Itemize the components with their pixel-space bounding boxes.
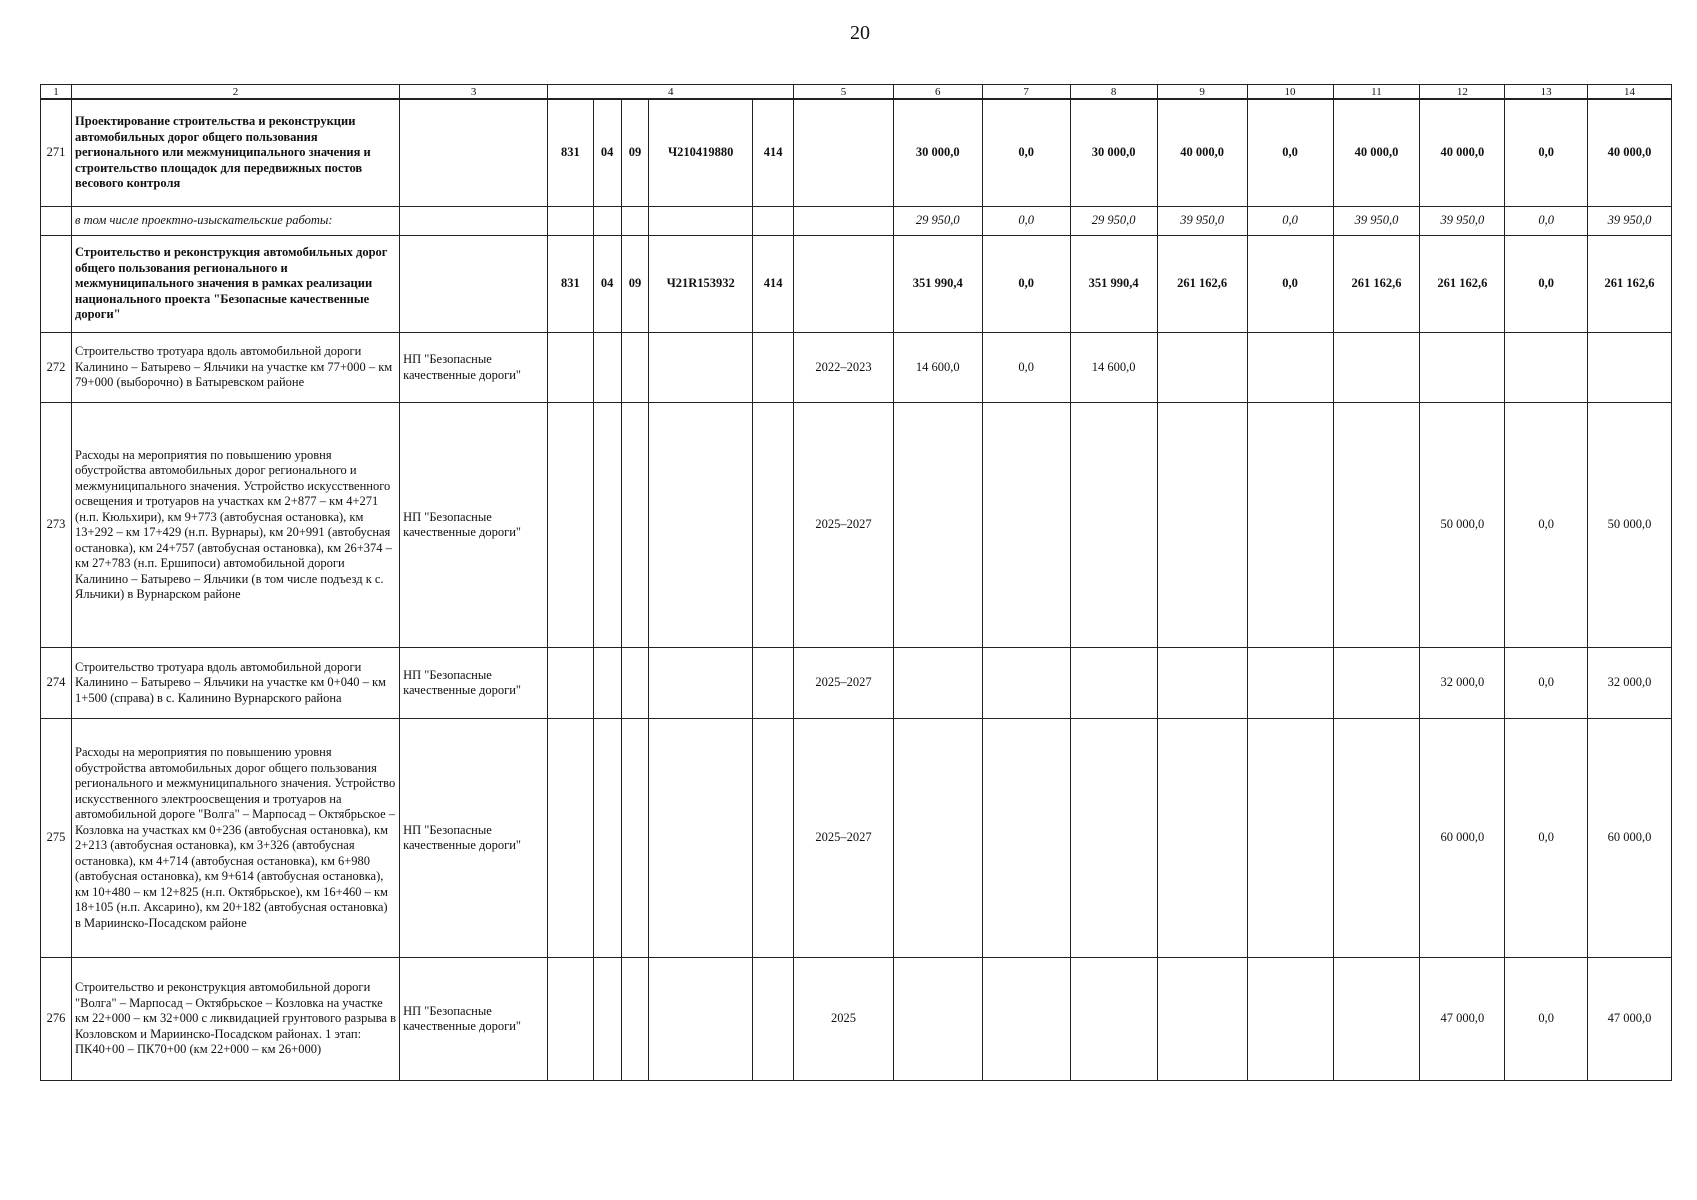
budget-code-cell: [621, 403, 649, 648]
amount-cell: 0,0: [1505, 403, 1588, 648]
amount-cell: [1247, 648, 1333, 719]
header-cell: 10: [1247, 85, 1333, 100]
amount-cell: 0,0: [1247, 99, 1333, 207]
budget-code-cell: [621, 958, 649, 1081]
table-row: [41, 719, 1672, 958]
amount-cell: [1247, 719, 1333, 958]
amount-cell: [1157, 958, 1247, 1081]
amount-cell: 0,0: [982, 236, 1070, 333]
amount-cell: 47 000,0: [1420, 958, 1505, 1081]
amount-cell: 40 000,0: [1333, 99, 1420, 207]
amount-cell: 261 162,6: [1588, 236, 1672, 333]
budget-code-cell: 04: [593, 236, 621, 333]
amount-cell: 351 990,4: [893, 236, 982, 333]
budget-code-cell: [752, 958, 793, 1081]
amount-cell: [1333, 719, 1420, 958]
budget-code-cell: 04: [593, 99, 621, 207]
budget-code-cell: [752, 719, 793, 958]
budget-code-cell: [649, 648, 752, 719]
amount-cell: [1333, 403, 1420, 648]
amount-cell: 39 950,0: [1157, 207, 1247, 236]
budget-code-cell: [752, 207, 793, 236]
amount-cell: [1070, 719, 1157, 958]
amount-cell: 0,0: [1505, 236, 1588, 333]
row-description: Строительство тротуара вдоль автомобильной дороги Калинино – Батырево – Яльчики на участке км 77+000 – км 79+000 (выборочно) в Батыревском районе: [72, 333, 400, 403]
header-cell: 13: [1505, 85, 1588, 100]
amount-cell: 14 600,0: [893, 333, 982, 403]
amount-cell: 60 000,0: [1588, 719, 1672, 958]
row-number: 272: [41, 333, 72, 403]
amount-cell: 39 950,0: [1420, 207, 1505, 236]
row-period: 2025: [794, 958, 893, 1081]
budget-code-cell: 831: [548, 99, 594, 207]
budget-code-cell: [548, 719, 594, 958]
amount-cell: [982, 719, 1070, 958]
amount-cell: [1247, 403, 1333, 648]
amount-cell: 261 162,6: [1333, 236, 1420, 333]
amount-cell: [893, 403, 982, 648]
row-period: 2025–2027: [794, 403, 893, 648]
row-number: 276: [41, 958, 72, 1081]
amount-cell: [1588, 333, 1672, 403]
header-cell: 6: [893, 85, 982, 100]
row-period: [794, 236, 893, 333]
row-program: НП "Безопасные качественные дороги": [400, 648, 548, 719]
amount-cell: 0,0: [982, 99, 1070, 207]
budget-code-cell: [752, 403, 793, 648]
amount-cell: 0,0: [1247, 207, 1333, 236]
budget-code-cell: 09: [621, 236, 649, 333]
row-period: 2025–2027: [794, 719, 893, 958]
amount-cell: 40 000,0: [1588, 99, 1672, 207]
amount-cell: [1333, 648, 1420, 719]
amount-cell: [893, 958, 982, 1081]
amount-cell: 14 600,0: [1070, 333, 1157, 403]
header-cell: 3: [400, 85, 548, 100]
amount-cell: 32 000,0: [1420, 648, 1505, 719]
amount-cell: [893, 648, 982, 719]
amount-cell: [1157, 333, 1247, 403]
amount-cell: 0,0: [1505, 207, 1588, 236]
budget-code-cell: [621, 207, 649, 236]
row-number: [41, 236, 72, 333]
row-period: 2022–2023: [794, 333, 893, 403]
table-row: [41, 207, 1672, 236]
row-period: 2025–2027: [794, 648, 893, 719]
amount-cell: [1070, 403, 1157, 648]
budget-code-cell: [649, 333, 752, 403]
amount-cell: 29 950,0: [893, 207, 982, 236]
amount-cell: 0,0: [1505, 719, 1588, 958]
amount-cell: 47 000,0: [1588, 958, 1672, 1081]
amount-cell: 0,0: [1247, 236, 1333, 333]
amount-cell: [1505, 333, 1588, 403]
amount-cell: 40 000,0: [1157, 99, 1247, 207]
amount-cell: [1333, 958, 1420, 1081]
row-period: [794, 99, 893, 207]
budget-code-cell: 414: [752, 236, 793, 333]
amount-cell: 29 950,0: [1070, 207, 1157, 236]
budget-code-cell: [593, 333, 621, 403]
budget-code-cell: [548, 958, 594, 1081]
table-row: [41, 403, 1672, 648]
header-cell: 5: [794, 85, 893, 100]
row-period: [794, 207, 893, 236]
row-number: 273: [41, 403, 72, 648]
amount-cell: [1157, 648, 1247, 719]
amount-cell: 40 000,0: [1420, 99, 1505, 207]
amount-cell: 0,0: [1505, 958, 1588, 1081]
budget-code-cell: [548, 207, 594, 236]
amount-cell: 261 162,6: [1157, 236, 1247, 333]
row-number: 275: [41, 719, 72, 958]
row-program: НП "Безопасные качественные дороги": [400, 403, 548, 648]
amount-cell: [1070, 958, 1157, 1081]
header-cell: 1: [41, 85, 72, 100]
header-cell: 14: [1588, 85, 1672, 100]
row-description: Проектирование строительства и реконструкции автомобильных дорог общего пользования регионального или межмуниципального значения и строительство площадок для передвижных постов весового контроля: [72, 99, 400, 207]
amount-cell: [982, 648, 1070, 719]
amount-cell: [1070, 648, 1157, 719]
amount-cell: 32 000,0: [1588, 648, 1672, 719]
budget-code-cell: [593, 648, 621, 719]
amount-cell: 60 000,0: [1420, 719, 1505, 958]
header-cell: 4: [548, 85, 794, 100]
header-cell: 2: [72, 85, 400, 100]
row-description: в том числе проектно-изыскательские работы:: [72, 207, 400, 236]
table-row: [41, 99, 1672, 207]
row-program: [400, 207, 548, 236]
row-number: 271: [41, 99, 72, 207]
amount-cell: [1157, 403, 1247, 648]
budget-code-cell: [593, 207, 621, 236]
amount-cell: 39 950,0: [1333, 207, 1420, 236]
budget-code-cell: [649, 403, 752, 648]
amount-cell: 30 000,0: [893, 99, 982, 207]
row-program: НП "Безопасные качественные дороги": [400, 958, 548, 1081]
amount-cell: 50 000,0: [1420, 403, 1505, 648]
budget-code-cell: [752, 333, 793, 403]
row-number: [41, 207, 72, 236]
budget-code-cell: [621, 719, 649, 958]
header-row: [41, 85, 1672, 100]
amount-cell: [1420, 333, 1505, 403]
row-description: Строительство и реконструкция автомобильных дорог общего пользования регионального и межмуниципального значения в рамках реализации национального проекта "Безопасные качественные дороги": [72, 236, 400, 333]
amount-cell: [893, 719, 982, 958]
header-cell: 7: [982, 85, 1070, 100]
budget-code-cell: Ч210419880: [649, 99, 752, 207]
amount-cell: 0,0: [982, 207, 1070, 236]
budget-code-cell: [548, 648, 594, 719]
amount-cell: 0,0: [982, 333, 1070, 403]
amount-cell: 30 000,0: [1070, 99, 1157, 207]
budget-table: [40, 84, 1672, 1081]
row-program: НП "Безопасные качественные дороги": [400, 719, 548, 958]
row-description: Расходы на мероприятия по повышению уровня обустройства автомобильных дорог регионального и межмуниципального значения. Устройство искусственного освещения и тротуаров на участках км 2+877 – км 4+271 (н.п. Кюльхири), км 9+773 (автобусная остановка), км 13+292 – км 17+429 (н.п. Вурнары), км 20+991 (автобусная остановка), км 24+757 (автобусная остановка), км 26+374 – км 27+783 (н.п. Ершипоси) автомобильной дороги Калинино – Батырево – Яльчики (в том числе подъезд к с. Яльчики) в Вурнарском районе: [72, 403, 400, 648]
amount-cell: 50 000,0: [1588, 403, 1672, 648]
row-program: [400, 236, 548, 333]
budget-code-cell: [649, 719, 752, 958]
header-cell: 8: [1070, 85, 1157, 100]
budget-code-cell: 09: [621, 99, 649, 207]
row-description: Расходы на мероприятия по повышению уровня обустройства автомобильных дорог общего пользования регионального и межмуниципального значения. Устройство искусственного электроосвещения и тротуаров на автомобильной дороге "Волга" – Марпосад – Октябрьское – Козловка на участках км 0+236 (автобусная остановка), км 2+213 (автобусная остановка), км 3+326 (автобусная остановка), км 4+714 (автобусная остановка), км 6+980 (автобусная остановка), км 9+614 (автобусная остановка), км 10+480 – км 12+825 (н.п. Октябрьское), км 16+460 – км 18+105 (н.п. Аксарино), км 20+182 (автобусная остановка) в Мариинско-Посадском районе: [72, 719, 400, 958]
row-description: Строительство тротуара вдоль автомобильной дороги Калинино – Батырево – Яльчики на участке км 0+040 – км 1+500 (справа) в с. Калинино Вурнарского района: [72, 648, 400, 719]
budget-code-cell: 831: [548, 236, 594, 333]
amount-cell: [1247, 958, 1333, 1081]
amount-cell: 0,0: [1505, 648, 1588, 719]
budget-code-cell: [593, 719, 621, 958]
page-number: 20: [850, 22, 870, 44]
budget-code-cell: [621, 333, 649, 403]
budget-code-cell: [649, 958, 752, 1081]
header-cell: 9: [1157, 85, 1247, 100]
budget-code-cell: Ч21R153932: [649, 236, 752, 333]
header-cell: 11: [1333, 85, 1420, 100]
row-number: 274: [41, 648, 72, 719]
header-cell: 12: [1420, 85, 1505, 100]
budget-code-cell: 414: [752, 99, 793, 207]
budget-code-cell: [752, 648, 793, 719]
amount-cell: 0,0: [1505, 99, 1588, 207]
budget-code-cell: [548, 403, 594, 648]
amount-cell: [982, 958, 1070, 1081]
amount-cell: 261 162,6: [1420, 236, 1505, 333]
amount-cell: [1247, 333, 1333, 403]
amount-cell: [982, 403, 1070, 648]
amount-cell: 39 950,0: [1588, 207, 1672, 236]
budget-code-cell: [593, 958, 621, 1081]
budget-code-cell: [621, 648, 649, 719]
row-program: [400, 99, 548, 207]
amount-cell: 351 990,4: [1070, 236, 1157, 333]
row-program: НП "Безопасные качественные дороги": [400, 333, 548, 403]
budget-code-cell: [593, 403, 621, 648]
amount-cell: [1157, 719, 1247, 958]
table-row: [41, 958, 1672, 1081]
budget-code-cell: [649, 207, 752, 236]
row-description: Строительство и реконструкция автомобильной дороги "Волга" – Марпосад – Октябрьское – Козловка на участке км 22+000 – км 32+000 с ликвидацией грунтового разрыва в Козловском и Мариинско-Посадском районах. 1 этап: ПК40+00 – ПК70+00 (км 22+000 – км 26+000): [72, 958, 400, 1081]
table-row: [41, 648, 1672, 719]
amount-cell: [1333, 333, 1420, 403]
budget-code-cell: [548, 333, 594, 403]
table-row: [41, 333, 1672, 403]
table-row: [41, 236, 1672, 333]
